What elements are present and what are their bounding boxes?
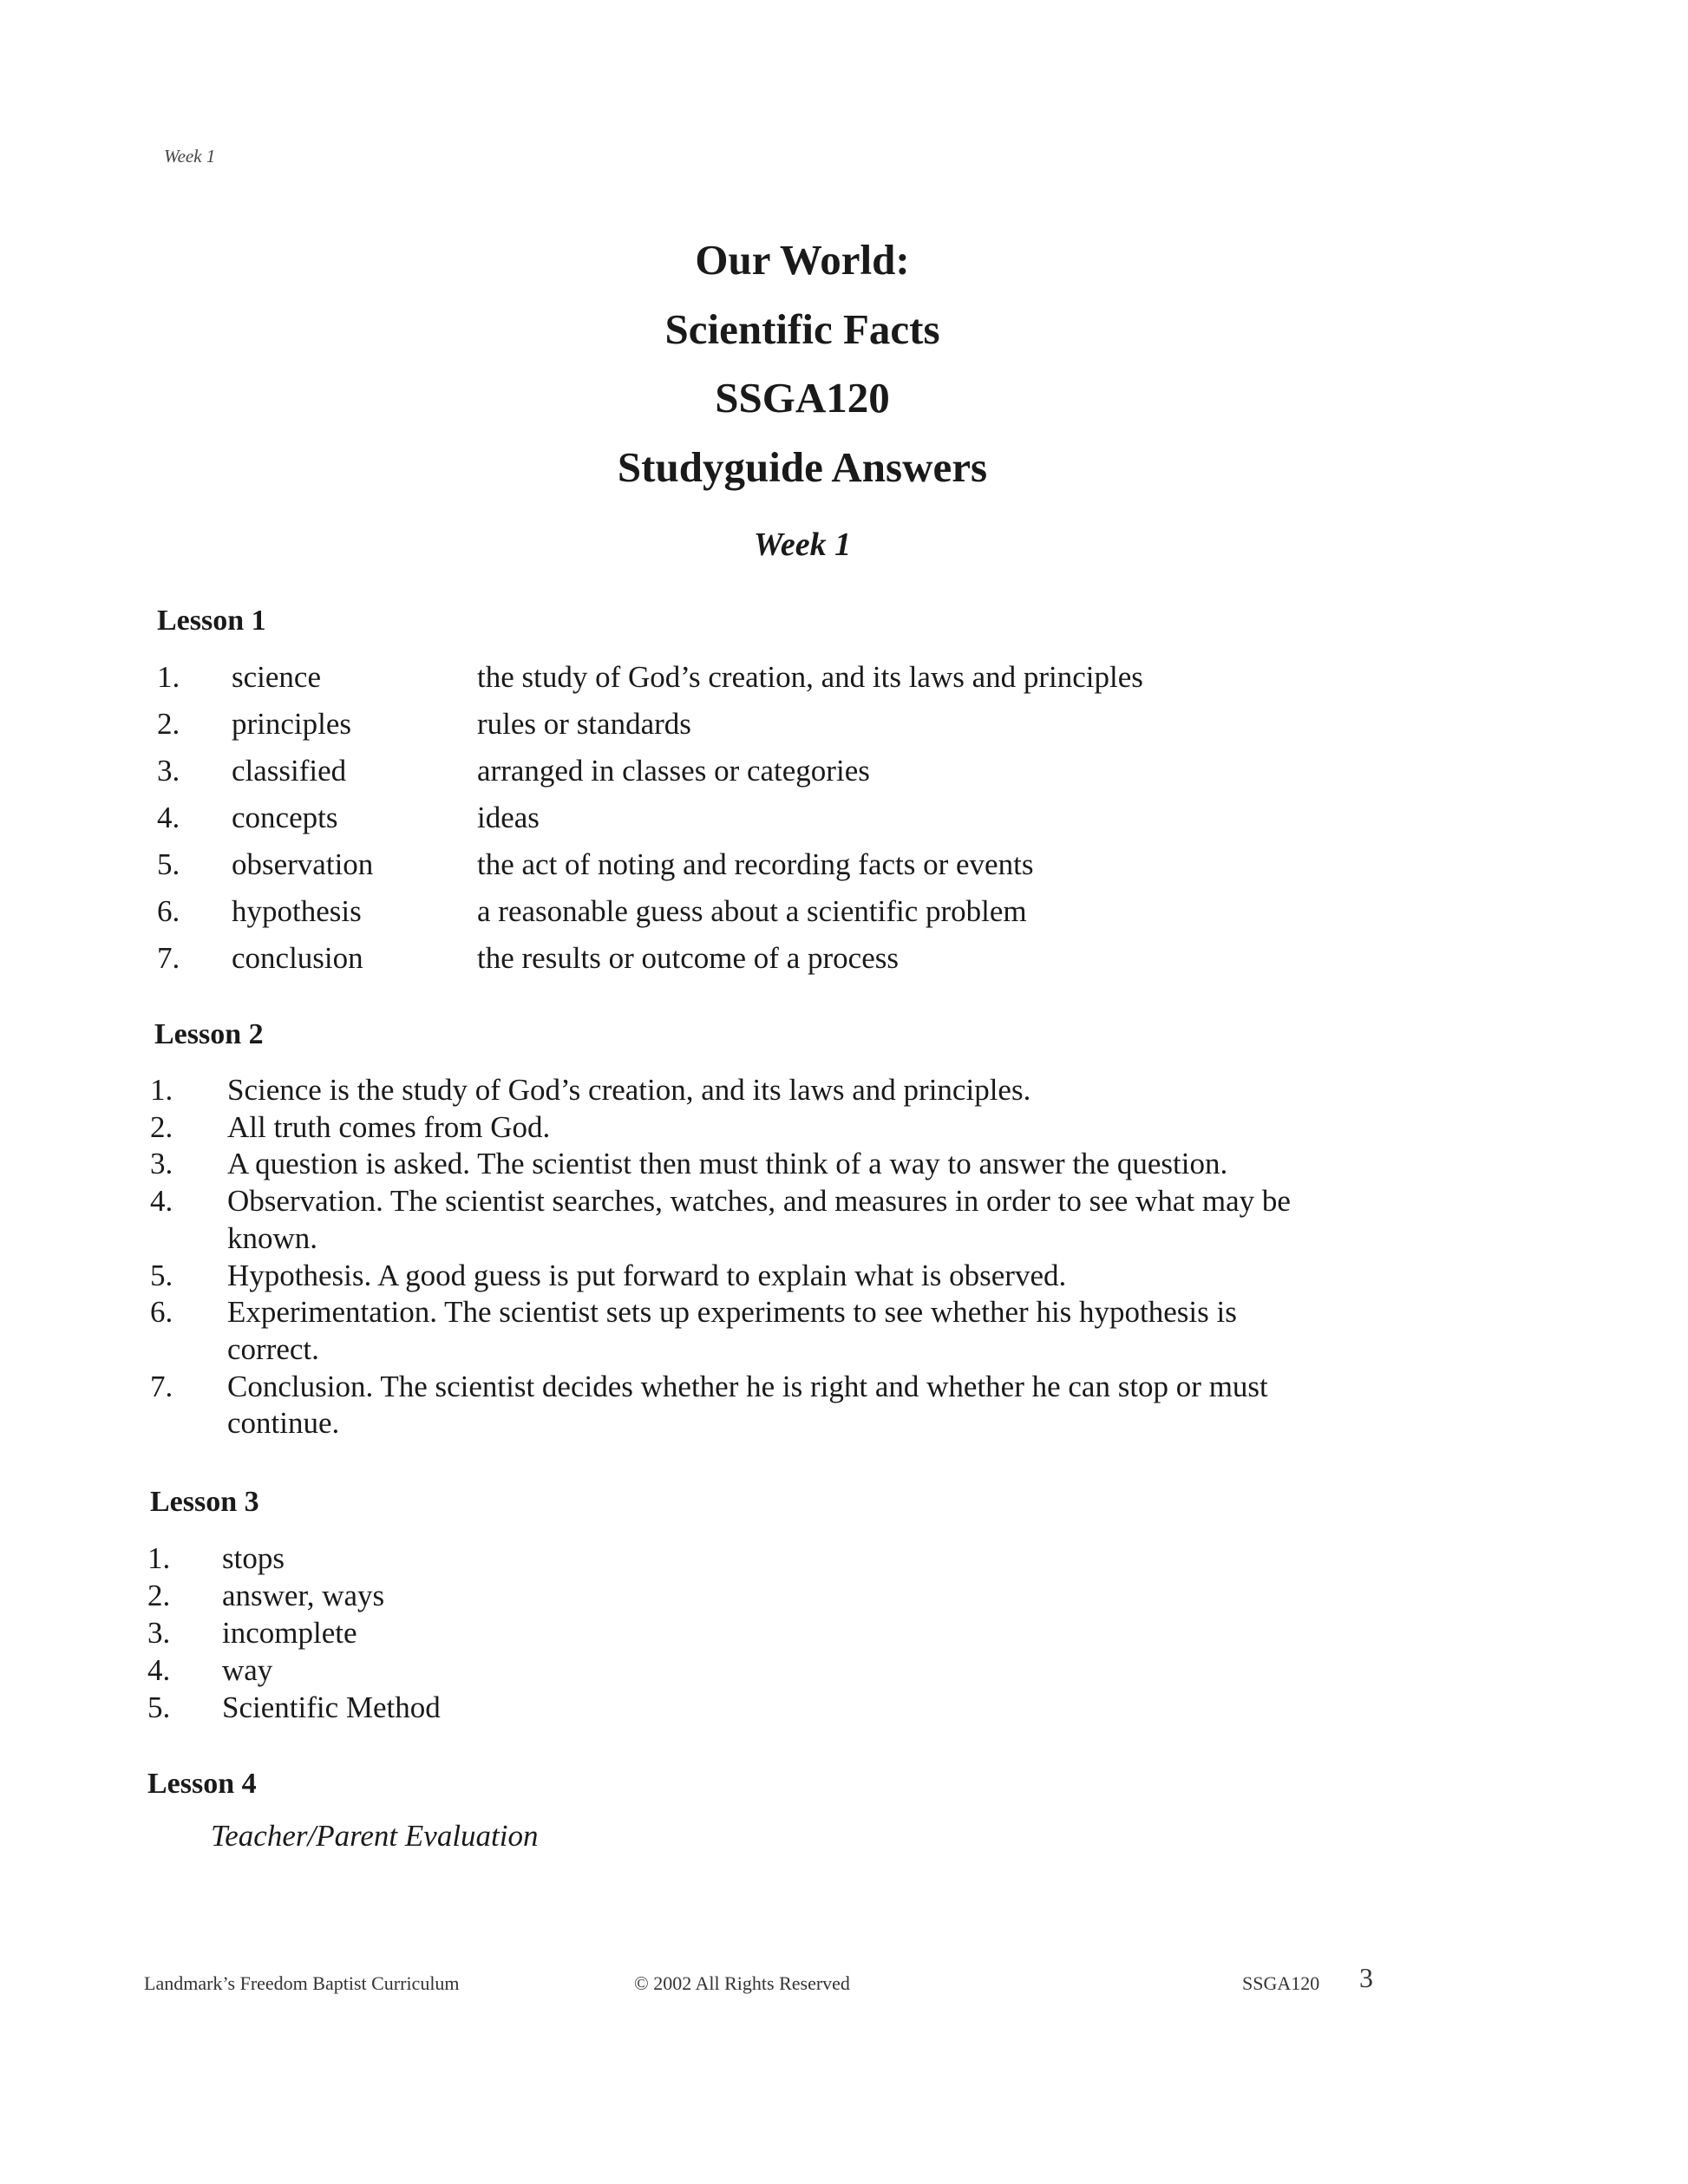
lesson-3-item xyxy=(147,1614,441,1651)
lesson-2-item xyxy=(150,1109,1312,1147)
lesson-1-item xyxy=(157,654,1371,701)
item-definition: the results or outcome of a process xyxy=(477,941,899,975)
item-text: incomplete xyxy=(222,1616,357,1650)
item-text: Conclusion. The scientist decides whether he is right and whether he can stop or must continue. xyxy=(227,1369,1268,1441)
item-text: All truth comes from God. xyxy=(227,1109,551,1144)
running-header: Week 1 xyxy=(164,146,216,167)
lesson-2-heading: Lesson 2 xyxy=(154,1018,264,1050)
lesson-3-item xyxy=(147,1577,441,1614)
lesson-4-heading: Lesson 4 xyxy=(147,1768,257,1800)
item-number: 6. xyxy=(150,1295,173,1330)
footer-copyright: © 2002 All Rights Reserved xyxy=(634,1972,850,1994)
item-number: 3. xyxy=(157,754,180,788)
lesson-1-heading: Lesson 1 xyxy=(157,605,266,637)
lesson-2-item xyxy=(150,1183,1312,1257)
lesson-1-item xyxy=(157,888,1371,935)
item-text: Hypothesis. A good guess is put forward to explain what is observed. xyxy=(227,1258,1067,1292)
lesson-2-list xyxy=(150,1072,1312,1442)
lesson-3-item xyxy=(147,1689,441,1726)
item-term: principles xyxy=(232,707,352,741)
item-number: 4. xyxy=(147,1653,171,1687)
lesson-3-heading: Lesson 3 xyxy=(150,1486,259,1518)
item-number: 1. xyxy=(147,1541,171,1575)
item-text: way xyxy=(222,1653,273,1687)
lesson-3-item xyxy=(147,1651,441,1689)
item-number: 2. xyxy=(150,1109,173,1144)
item-number: 2. xyxy=(147,1579,171,1612)
title-line-1: Our World: xyxy=(695,236,910,284)
lesson-1-item xyxy=(157,794,1371,841)
page-number: 3 xyxy=(1359,1962,1373,1993)
footer-publisher: Landmark’s Freedom Baptist Curriculum xyxy=(144,1972,460,1994)
lesson-2-item xyxy=(150,1294,1312,1368)
item-number: 3. xyxy=(147,1616,171,1650)
title-line-3: SSGA120 xyxy=(715,374,890,422)
item-text: answer, ways xyxy=(222,1579,385,1612)
lesson-2-item xyxy=(150,1072,1312,1109)
item-text: A question is asked. The scientist then must think of a way to answer the question. xyxy=(227,1147,1228,1181)
lesson-3-item xyxy=(147,1540,441,1577)
item-number: 5. xyxy=(150,1258,173,1292)
lesson-2-item xyxy=(150,1146,1312,1183)
item-definition: arranged in classes or categories xyxy=(477,754,870,788)
item-number: 3. xyxy=(150,1147,173,1181)
item-number: 1. xyxy=(157,660,180,694)
item-term: science xyxy=(232,660,321,694)
item-text: stops xyxy=(222,1541,285,1575)
item-number: 4. xyxy=(157,801,180,834)
week-subtitle: Week 1 xyxy=(753,526,852,563)
item-term: observation xyxy=(232,847,374,881)
item-number: 7. xyxy=(150,1369,173,1403)
item-definition: ideas xyxy=(477,801,540,834)
item-term: classified xyxy=(232,754,347,788)
item-text: Experimentation. The scientist sets up experiments to see whether his hypothesis is correct. xyxy=(227,1295,1237,1366)
item-number: 5. xyxy=(147,1690,171,1724)
item-definition: the act of noting and recording facts or events xyxy=(477,847,1034,881)
item-definition: rules or standards xyxy=(477,707,691,741)
title-line-2: Scientific Facts xyxy=(664,305,940,353)
lesson-4-text: Teacher/Parent Evaluation xyxy=(211,1819,539,1853)
item-number: 7. xyxy=(157,941,180,975)
lesson-1-item xyxy=(157,841,1371,888)
item-text: Observation. The scientist searches, watches, and measures in order to see what may be known. xyxy=(227,1184,1291,1255)
title-line-4: Studyguide Answers xyxy=(617,443,988,491)
item-text: Science is the study of God’s creation, and its laws and principles. xyxy=(227,1073,1031,1107)
item-number: 2. xyxy=(157,707,180,741)
item-number: 4. xyxy=(150,1184,173,1219)
item-number: 1. xyxy=(150,1073,173,1107)
item-text: Scientific Method xyxy=(222,1690,441,1724)
lesson-2-item xyxy=(150,1369,1312,1442)
item-term: concepts xyxy=(232,801,338,834)
footer-code: SSGA120 xyxy=(1242,1972,1320,1994)
item-term: hypothesis xyxy=(232,894,362,928)
lesson-2-item xyxy=(150,1258,1312,1295)
lesson-1-item xyxy=(157,935,1371,982)
lesson-3-list xyxy=(147,1540,441,1726)
item-number: 5. xyxy=(157,847,180,881)
lesson-1-item xyxy=(157,701,1371,748)
item-definition: the study of God’s creation, and its laws and principles xyxy=(477,660,1143,694)
item-definition: a reasonable guess about a scientific problem xyxy=(477,894,1027,928)
item-term: conclusion xyxy=(232,941,363,975)
lesson-1-item xyxy=(157,748,1371,794)
item-number: 6. xyxy=(157,894,180,928)
